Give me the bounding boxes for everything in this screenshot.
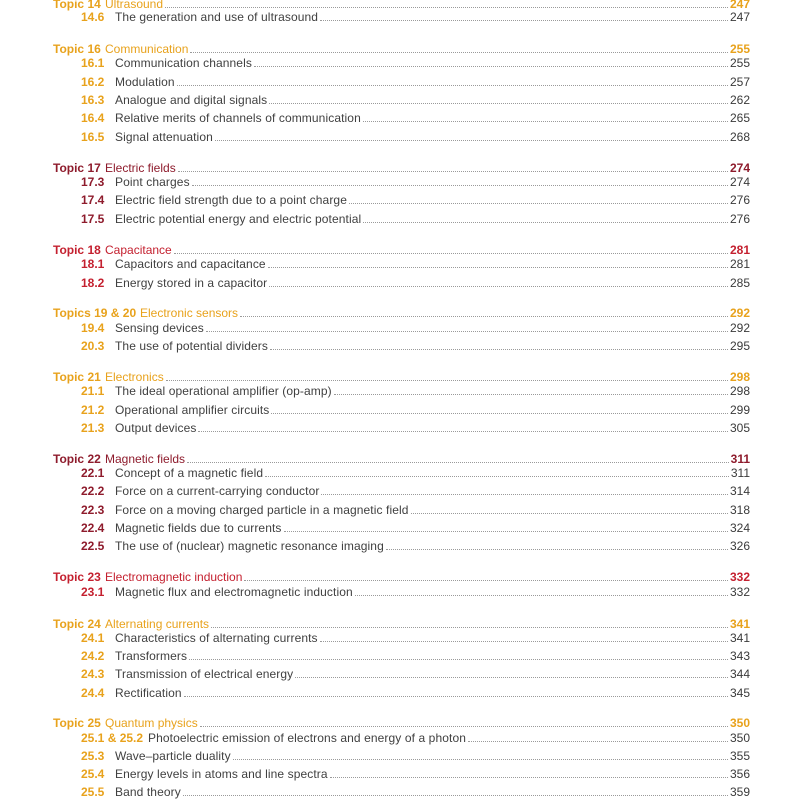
page-number: 332 (729, 570, 750, 584)
dot-leader (349, 203, 728, 204)
section-entry[interactable] (0, 320, 800, 336)
section-entry[interactable] (0, 192, 800, 208)
topic-heading[interactable] (0, 305, 800, 321)
dot-leader (177, 85, 728, 86)
section-number: 22.4 (81, 521, 105, 535)
topic-label: Topic 21 (53, 370, 101, 384)
section-entry[interactable] (0, 92, 800, 108)
section-number: 24.4 (81, 686, 105, 700)
section-entry[interactable] (0, 9, 800, 25)
dot-leader (174, 253, 728, 254)
dot-leader (320, 20, 728, 21)
section-title: Transformers (115, 649, 188, 663)
section-entry[interactable] (0, 55, 800, 71)
dot-leader (271, 413, 728, 414)
dot-leader (244, 580, 728, 581)
page-number: 311 (730, 466, 750, 480)
page-number: 341 (729, 631, 750, 645)
section-number: 25.4 (81, 767, 105, 781)
section-entry[interactable] (0, 211, 800, 227)
section-entry[interactable] (0, 402, 800, 418)
dot-leader (178, 171, 728, 172)
section-title: Output devices (115, 421, 197, 435)
section-title: Analogue and digital signals (115, 93, 268, 107)
topic-title: Magnetic fields (105, 452, 186, 466)
topic-title: Communication (105, 42, 189, 56)
topic-heading[interactable] (0, 569, 800, 585)
topic-title: Alternating currents (105, 617, 210, 631)
section-entry[interactable] (0, 338, 800, 354)
page-number: 350 (729, 716, 750, 730)
dot-leader (200, 726, 728, 727)
dot-leader (254, 66, 728, 67)
section-title: Characteristics of alternating currents (115, 631, 318, 645)
dot-leader (233, 759, 728, 760)
section-title: Signal attenuation (115, 130, 213, 144)
dot-leader (211, 627, 728, 628)
section-number: 16.3 (81, 93, 105, 107)
topic-label: Topic 23 (53, 570, 101, 584)
section-number: 16.1 (81, 56, 105, 70)
section-number: 22.3 (81, 503, 105, 517)
section-entry[interactable] (0, 730, 800, 746)
section-entry[interactable] (0, 74, 800, 90)
dot-leader (269, 286, 728, 287)
dot-leader (190, 52, 728, 53)
section-number: 17.4 (81, 193, 105, 207)
section-title: The use of potential dividers (115, 339, 268, 353)
dot-leader (165, 7, 728, 8)
section-entry[interactable] (0, 502, 800, 518)
page-number: 265 (729, 111, 750, 125)
page-number: 276 (729, 193, 750, 207)
section-entry[interactable] (0, 766, 800, 782)
dot-leader (295, 677, 728, 678)
section-number: 23.1 (81, 585, 105, 599)
section-number: 22.2 (81, 484, 105, 498)
section-number: 24.1 (81, 631, 105, 645)
topic-label: Topic 22 (53, 452, 101, 466)
page-number: 281 (729, 243, 750, 257)
page-number: 257 (729, 75, 750, 89)
page-number: 274 (729, 161, 750, 175)
section-title: Energy levels in atoms and line spectra (115, 767, 328, 781)
section-number: 17.3 (81, 175, 105, 189)
dot-leader (386, 549, 728, 550)
section-title: The generation and use of ultrasound (115, 10, 319, 24)
section-title: Force on a moving charged particle in a magnetic field (115, 503, 409, 517)
topic-label: Topic 24 (53, 617, 101, 631)
dot-leader (166, 380, 728, 381)
dot-leader (320, 641, 728, 642)
section-number: 16.4 (81, 111, 105, 125)
section-number: 21.2 (81, 403, 105, 417)
section-entry[interactable] (0, 520, 800, 536)
page-number: 326 (729, 539, 750, 553)
page-number: 332 (729, 585, 750, 599)
dot-leader (187, 462, 729, 463)
dot-leader (321, 494, 728, 495)
section-entry[interactable] (0, 630, 800, 646)
topic-title: Quantum physics (105, 716, 198, 730)
section-number: 18.1 (81, 257, 105, 271)
dot-leader (334, 394, 728, 395)
page-number: 285 (729, 276, 750, 290)
page-number: 305 (729, 421, 750, 435)
section-title: Wave–particle duality (115, 749, 231, 763)
page-number: 247 (729, 0, 750, 11)
section-title: Rectification (115, 686, 182, 700)
section-number: 17.5 (81, 212, 105, 226)
section-title: Band theory (115, 785, 181, 799)
page-number: 314 (729, 484, 750, 498)
page-number: 345 (729, 686, 750, 700)
section-number: 25.1 & 25.2 (81, 731, 144, 745)
page-number: 247 (729, 10, 750, 24)
section-entry[interactable] (0, 538, 800, 554)
page-number: 311 (730, 452, 750, 466)
dot-leader (183, 795, 728, 796)
section-entry[interactable] (0, 748, 800, 764)
page-number: 324 (729, 521, 750, 535)
section-entry[interactable] (0, 174, 800, 190)
section-entry[interactable] (0, 685, 800, 701)
section-entry[interactable] (0, 648, 800, 664)
dot-leader (411, 513, 728, 514)
page-number: 343 (729, 649, 750, 663)
section-number: 24.3 (81, 667, 105, 681)
page-number: 299 (729, 403, 750, 417)
page-number: 276 (729, 212, 750, 226)
section-number: 21.1 (81, 384, 105, 398)
section-entry[interactable] (0, 584, 800, 600)
dot-leader (363, 222, 728, 223)
section-title: The ideal operational amplifier (op-amp) (115, 384, 332, 398)
section-title: Electric field strength due to a point charge (115, 193, 347, 207)
section-number: 20.3 (81, 339, 105, 353)
page-number: 359 (729, 785, 750, 799)
page-number: 292 (729, 321, 750, 335)
topic-title: Capacitance (105, 243, 172, 257)
topic-title: Ultrasound (105, 0, 164, 11)
dot-leader (265, 476, 729, 477)
section-number: 19.4 (81, 321, 105, 335)
page-number: 318 (729, 503, 750, 517)
section-entry[interactable] (0, 275, 800, 291)
dot-leader (269, 103, 728, 104)
dot-leader (284, 531, 728, 532)
section-title: Energy stored in a capacitor (115, 276, 268, 290)
section-title: Magnetic fields due to currents (115, 521, 282, 535)
topic-label: Topics 19 & 20 (53, 306, 137, 320)
section-number: 25.3 (81, 749, 105, 763)
section-title: Magnetic flux and electromagnetic induction (115, 585, 353, 599)
dot-leader (192, 185, 728, 186)
section-number: 14.6 (81, 10, 105, 24)
section-title: Concept of a magnetic field (115, 466, 264, 480)
section-title: Capacitors and capacitance (115, 257, 266, 271)
page-number: 341 (729, 617, 750, 631)
topic-title: Electronics (105, 370, 164, 384)
section-entry[interactable] (0, 483, 800, 499)
dot-leader (268, 267, 728, 268)
section-title: Modulation (115, 75, 175, 89)
section-title: Communication channels (115, 56, 252, 70)
page-number: 295 (729, 339, 750, 353)
section-title: Sensing devices (115, 321, 204, 335)
section-title: Photoelectric emission of electrons and energy of a photon (148, 731, 466, 745)
section-title: Point charges (115, 175, 190, 189)
section-number: 22.5 (81, 539, 105, 553)
dot-leader (189, 659, 728, 660)
page-number: 292 (729, 306, 750, 320)
dot-leader (363, 121, 728, 122)
section-number: 16.2 (81, 75, 105, 89)
page-number: 344 (729, 667, 750, 681)
dot-leader (215, 140, 728, 141)
topic-title: Electronic sensors (140, 306, 239, 320)
page-number: 298 (729, 384, 750, 398)
section-number: 18.2 (81, 276, 105, 290)
page-number: 356 (729, 767, 750, 781)
page-number: 298 (729, 370, 750, 384)
section-title: Relative merits of channels of communication (115, 111, 361, 125)
topic-label: Topic 18 (53, 243, 101, 257)
dot-leader (330, 777, 728, 778)
dot-leader (240, 316, 728, 317)
page-number: 350 (729, 731, 750, 745)
topic-label: Topic 17 (53, 161, 101, 175)
page-number: 274 (729, 175, 750, 189)
section-title: Transmission of electrical energy (115, 667, 294, 681)
section-title: The use of (nuclear) magnetic resonance imaging (115, 539, 384, 553)
page-number: 255 (729, 56, 750, 70)
topic-label: Topic 14 (53, 0, 101, 11)
page-number: 355 (729, 749, 750, 763)
section-entry[interactable] (0, 110, 800, 126)
section-entry[interactable] (0, 420, 800, 436)
dot-leader (270, 349, 728, 350)
dot-leader (468, 741, 728, 742)
section-number: 22.1 (81, 466, 105, 480)
section-title: Operational amplifier circuits (115, 403, 270, 417)
section-title: Force on a current-carrying conductor (115, 484, 320, 498)
dot-leader (198, 431, 728, 432)
page-number: 268 (729, 130, 750, 144)
page-number: 255 (729, 42, 750, 56)
section-title: Electric potential energy and electric potential (115, 212, 362, 226)
section-entry[interactable] (0, 256, 800, 272)
page-number: 281 (729, 257, 750, 271)
topic-label: Topic 25 (53, 716, 101, 730)
dot-leader (355, 595, 728, 596)
dot-leader (184, 696, 728, 697)
section-entry[interactable] (0, 465, 800, 481)
section-number: 21.3 (81, 421, 105, 435)
dot-leader (206, 331, 728, 332)
section-number: 24.2 (81, 649, 105, 663)
section-entry[interactable] (0, 666, 800, 682)
section-entry[interactable] (0, 784, 800, 800)
page-number: 262 (729, 93, 750, 107)
topic-label: Topic 16 (53, 42, 101, 56)
section-entry[interactable] (0, 129, 800, 145)
topic-heading[interactable] (0, 715, 800, 731)
section-number: 25.5 (81, 785, 105, 799)
section-number: 16.5 (81, 130, 105, 144)
section-entry[interactable] (0, 383, 800, 399)
topic-title: Electric fields (105, 161, 176, 175)
topic-title: Electromagnetic induction (105, 570, 243, 584)
